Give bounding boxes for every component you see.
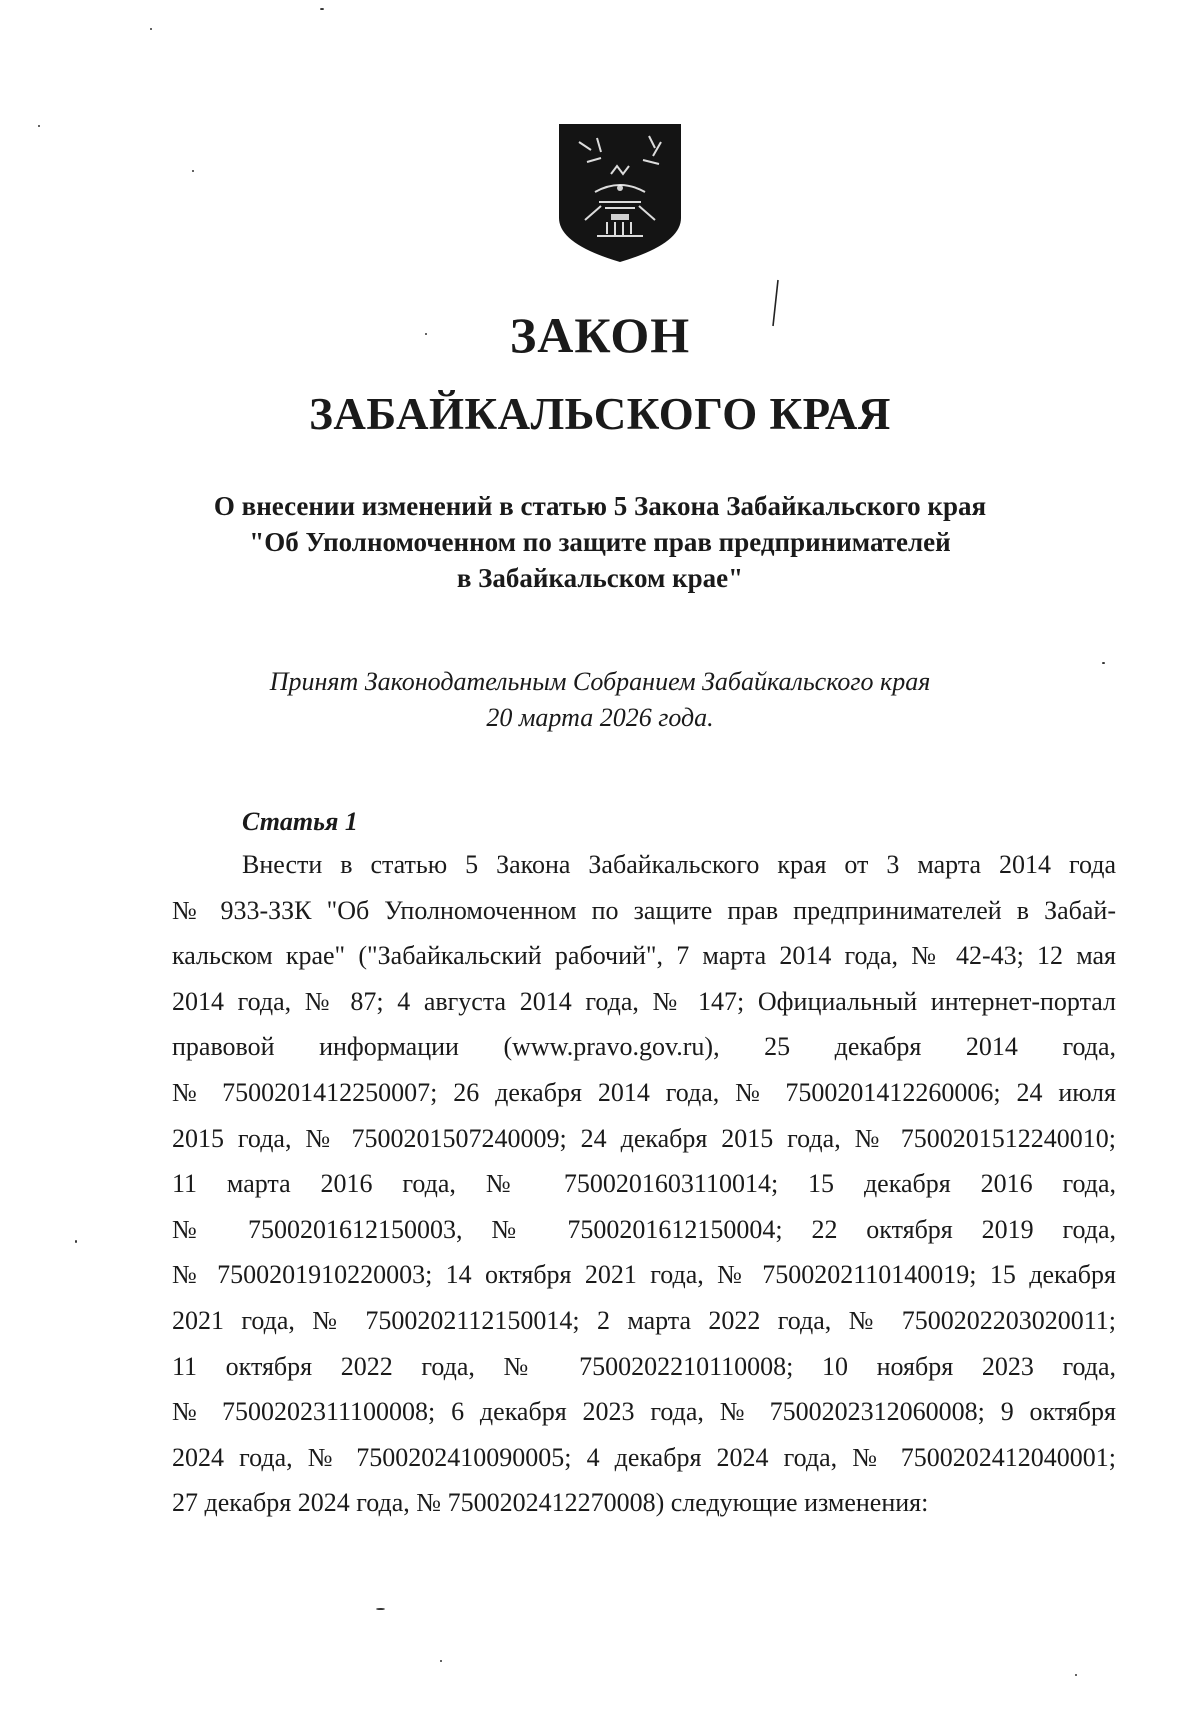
article-line: 2021 года, № 7500202112150014; 2 марта 2022 года, № 7500202203020011; — [172, 1305, 1116, 1335]
article-line: 11 марта 2016 года, № 7500201603110014; 15 декабря 2016 года, — [172, 1169, 1116, 1199]
article-line: 2024 года, № 7500202410090005; 4 декабря 2024 года, № 7500202412040001; — [172, 1442, 1116, 1472]
scan-speck — [150, 28, 152, 30]
law-subject — [160, 488, 1040, 596]
subject-line: О внесении изменений в статью 5 Закона Забайкальского края — [213, 491, 987, 521]
article-line: № 7500201612150003, № 7500201612150004; 22 октября 2019 года, — [172, 1214, 1116, 1244]
scan-speck — [425, 333, 427, 335]
law-title: ЗАКОН — [509, 307, 691, 363]
article-line: № 7500201910220003; 14 октября 2021 года, № 7500202110140019; 15 декабря — [172, 1260, 1116, 1290]
article-line: кальском крае" ("Забайкальский рабочий", 7 марта 2014 года, № 42-43; 12 мая — [172, 941, 1116, 971]
law-region-title: ЗАБАЙКАЛЬСКОГО КРАЯ — [309, 389, 891, 439]
scan-speck — [192, 170, 194, 172]
article-body — [172, 842, 1116, 1526]
adoption-date: 20 марта 2026 года. — [486, 703, 714, 732]
article-line: 2014 года, № 87; 4 августа 2014 года, № 147; Официальный интернет-портал — [172, 986, 1116, 1016]
article-line: № 7500201412250007; 26 декабря 2014 года, № 7500201412260006; 24 июля — [172, 1077, 1116, 1107]
article-heading: Статья 1 — [242, 807, 358, 836]
article-line: 2015 года, № 7500201507240009; 24 декабря 2015 года, № 7500201512240010; — [172, 1123, 1116, 1153]
adoption-line: Принят Законодательным Собранием Забайкальского края — [269, 667, 931, 696]
article-line: № 933-ЗЗК "Об Уполномоченном по защите прав предпринимателей в Забай- — [172, 895, 1116, 925]
scan-speck — [38, 125, 40, 127]
article-line: Внести в статью 5 Закона Забайкальского края от 3 марта 2014 года — [242, 850, 1116, 879]
article-line: правовой информации (www.pravo.gov.ru), 25 декабря 2014 года, — [172, 1032, 1116, 1062]
coat-of-arms-emblem-icon — [557, 122, 683, 264]
scan-speck — [1102, 662, 1105, 664]
scan-speck — [440, 1660, 442, 1662]
scan-speck — [376, 1608, 385, 1610]
adoption-note — [160, 664, 1040, 736]
subject-line: "Об Уполномоченном по защите прав предпринимателей — [249, 527, 951, 557]
scan-speck — [1075, 1674, 1077, 1676]
scan-speck — [75, 1240, 77, 1243]
article-line: 11 октября 2022 года, № 7500202210110008; 10 ноября 2023 года, — [172, 1351, 1116, 1381]
subject-line: в Забайкальском крае" — [456, 563, 744, 593]
scan-speck — [320, 8, 324, 10]
article-line: 27 декабря 2024 года, № 7500202412270008) следующие изменения: — [172, 1488, 929, 1518]
article-line: № 7500202311100008; 6 декабря 2023 года, № 7500202312060008; 9 октября — [172, 1397, 1116, 1427]
